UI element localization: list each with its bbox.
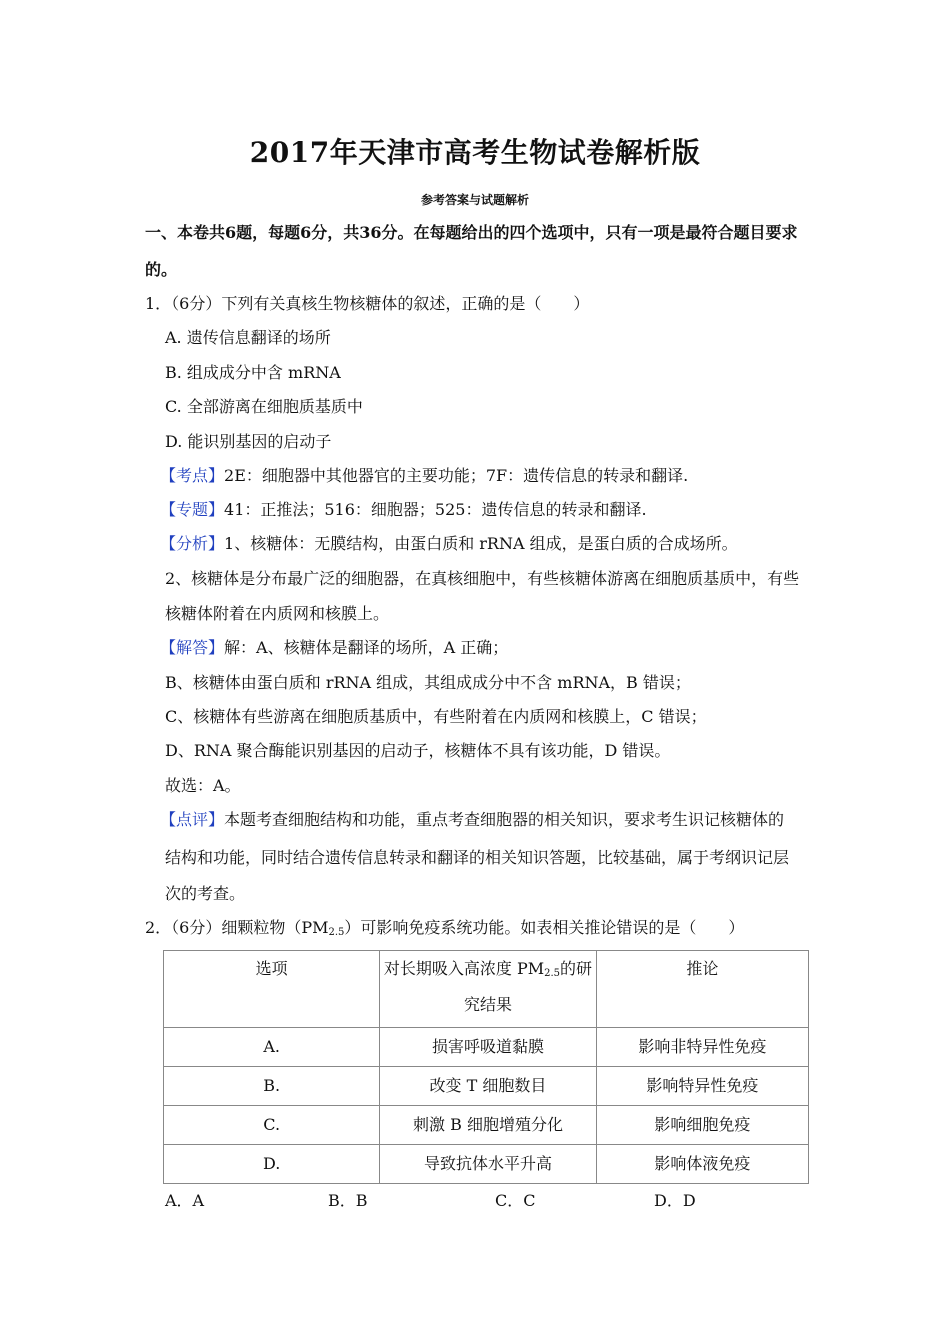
q2-stem-part-b: ）可影响免疫系统功能。如表相关推论错误的是（ ） <box>344 918 745 937</box>
question-2-stem <box>145 917 744 939</box>
row-option: C. <box>164 1106 380 1145</box>
header-option-label: 选项 <box>255 959 288 978</box>
q1-answer-choice: 故选：A。 <box>165 776 241 795</box>
q1-zhuanti <box>160 499 647 521</box>
q1-option-a: A. 遗传信息翻译的场所 <box>165 328 331 347</box>
table-header-row <box>164 951 809 1028</box>
q2-answer-d: D．D <box>654 1191 696 1210</box>
q2-answer-a: A．A <box>165 1191 205 1210</box>
row-inference: 影响特异性免疫 <box>596 1067 808 1106</box>
q2-stem-part-a: 2．（6分）细颗粒物（PM <box>145 918 329 937</box>
q1-dianping-3: 次的考查。 <box>165 884 246 903</box>
table-row <box>164 1106 809 1145</box>
dianping-tag: 【点评】 <box>160 810 225 829</box>
header-inference-label: 推论 <box>686 959 719 978</box>
q1-kaodian <box>160 465 688 487</box>
jieda-tag: 【解答】 <box>160 638 225 657</box>
jieda-text: 解：A、核糖体是翻译的场所，A 正确； <box>224 638 509 657</box>
row-option: A. <box>164 1028 380 1067</box>
fenxi-text: 1、核糖体：无膜结构，由蛋白质和 rRNA 组成，是蛋白质的合成场所。 <box>224 534 738 553</box>
q2-answer-b: B．B <box>328 1191 368 1210</box>
zhuanti-tag: 【专题】 <box>160 500 225 519</box>
q1-option-b: B. 组成成分中含 mRNA <box>165 363 341 382</box>
row-option: D. <box>164 1145 380 1184</box>
q1-fenxi-2b: 核糖体附着在内质网和核膜上。 <box>165 604 390 623</box>
fenxi-tag: 【分析】 <box>160 534 225 553</box>
header-result-subscript: 2.5 <box>544 968 561 979</box>
row-inference: 影响细胞免疫 <box>596 1106 808 1145</box>
q1-jieda-b: B、核糖体由蛋白质和 rRNA 组成，其组成成分中不含 mRNA，B 错误； <box>165 673 691 692</box>
q1-dianping-2: 结构和功能，同时结合遗传信息转录和翻译的相关知识答题，比较基础，属于考纲识记层 <box>165 848 790 867</box>
row-inference: 影响体液免疫 <box>596 1145 808 1184</box>
q1-fenxi-2a: 2、核糖体是分布最广泛的细胞器，在真核细胞中，有些核糖体游离在细胞质基质中，有些 <box>165 569 800 588</box>
header-option <box>164 951 380 1028</box>
kaodian-text: 2E：细胞器中其他器官的主要功能；7F：遗传信息的转录和翻译. <box>224 466 689 485</box>
row-result: 损害呼吸道黏膜 <box>380 1028 596 1067</box>
q1-dianping <box>160 809 784 831</box>
section-heading-continued: 的。 <box>145 260 178 279</box>
row-inference: 影响非特异性免疫 <box>596 1028 808 1067</box>
q2-answer-options <box>165 1188 765 1210</box>
document-title: 2017年天津市高考生物试卷解析版 <box>249 136 701 169</box>
document-subtitle: 参考答案与试题解析 <box>420 193 529 207</box>
kaodian-tag: 【考点】 <box>160 466 225 485</box>
q1-option-d: D. 能识别基因的启动子 <box>165 432 332 451</box>
q1-jieda-c: C、核糖体有些游离在细胞质基质中，有些附着在内质网和核膜上，C 错误； <box>165 707 707 726</box>
row-result: 改变 T 细胞数目 <box>380 1067 596 1106</box>
header-result-text-b: 的研 <box>560 959 593 978</box>
q2-answer-c: C．C <box>495 1191 536 1210</box>
question-1-stem: 1．（6分）下列有关真核生物核糖体的叙述，正确的是（ ） <box>145 294 590 313</box>
dianping-text: 本题考查细胞结构和功能，重点考查细胞器的相关知识，要求考生识记核糖体的 <box>224 810 785 829</box>
table-row <box>164 1145 809 1184</box>
header-inference <box>596 951 808 1028</box>
table-row <box>164 1028 809 1067</box>
table-row <box>164 1067 809 1106</box>
section-heading: 一、本卷共6题，每题6分，共36分。在每题给出的四个选项中，只有一项是最符合题目要求 <box>145 223 798 242</box>
q2-stem-subscript: 2.5 <box>328 927 345 938</box>
q2-table <box>163 950 809 1184</box>
q1-option-c: C. 全部游离在细胞质基质中 <box>165 397 363 416</box>
zhuanti-text: 41：正推法；516：细胞器；525：遗传信息的转录和翻译. <box>224 500 647 519</box>
q1-fenxi <box>160 533 738 555</box>
header-result-text-c: 究结果 <box>463 995 512 1014</box>
q1-jieda-d: D、RNA 聚合酶能识别基因的启动子，核糖体不具有该功能，D 错误。 <box>165 741 671 760</box>
row-result: 导致抗体水平升高 <box>380 1145 596 1184</box>
row-result: 刺激 B 细胞增殖分化 <box>380 1106 596 1145</box>
q1-jieda <box>160 637 508 659</box>
header-result-text-a: 对长期吸入高浓度 PM <box>383 959 545 978</box>
header-result <box>380 951 596 1028</box>
row-option: B. <box>164 1067 380 1106</box>
